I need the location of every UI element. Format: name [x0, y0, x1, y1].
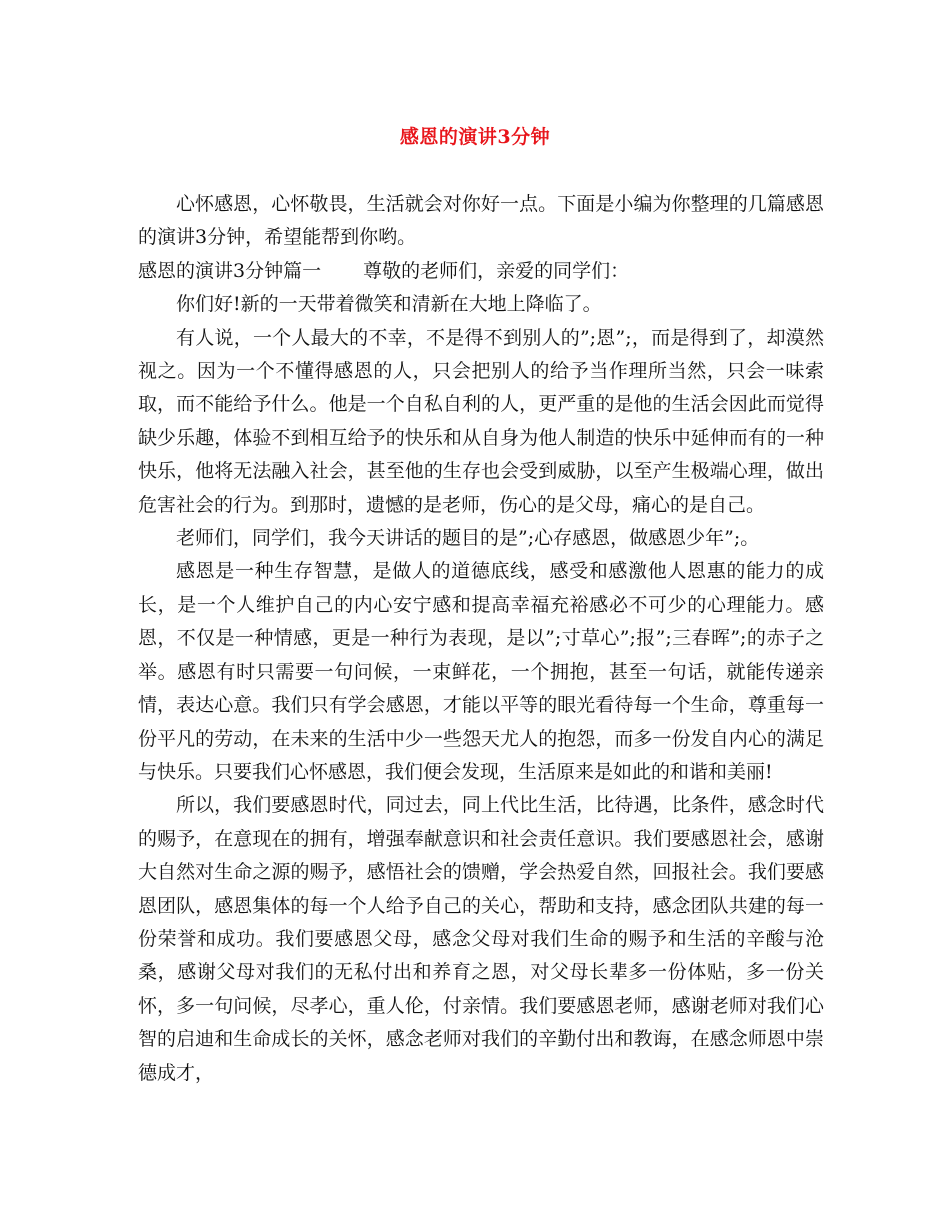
body-paragraph: 感恩是一种生存智慧，是做人的道德底线，感受和感激他人恩惠的能力的成长，是一个人维护自己的内心安宁感和提高幸福充裕感必不可少的心理能力。感恩，不仅是一种情感，更是一种行为表现，是以”;寸草心”;报”;三春晖”;的赤子之举。感恩有时只需要一句问候，一束鲜花，一个拥抱，甚至一句话，就能传递亲情，表达心意。我们只有学会感恩，才能以平等的眼光看待每一个生命，尊重每一份平凡的劳动，在未来的生活中少一些怨天尤人的抱怨，而多一份发自内心的满足与快乐。只要我们心怀感恩，我们便会发现，生活原来是如此的和谐和美丽! — [138, 560, 824, 783]
document-body — [138, 188, 824, 1090]
body-paragraph: 你们好!新的一天带着微笑和清新在大地上降临了。 — [176, 293, 602, 316]
document-title: 感恩的演讲3分钟 — [399, 126, 551, 148]
salutation: 尊敬的老师们，亲爱的同学们： — [363, 259, 630, 282]
body-paragraph: 老师们，同学们，我今天讲话的题目的是”;心存感恩，做感恩少年”;。 — [176, 527, 760, 550]
section-heading: 感恩的演讲3分钟篇一 — [138, 259, 322, 282]
section-heading-line — [138, 255, 824, 288]
body-paragraph: 所以，我们要感恩时代，同过去，同上代比生活，比待遇，比条件，感念时代的赐予，在意现在的拥有，增强奉献意识和社会责任意识。我们要感恩社会，感谢大自然对生命之源的赐予，感悟社会的馈赠，学会热爱自然，回报社会。我们要感恩团队，感恩集体的每一个人给予自己的关心，帮助和支持，感念团队共建的每一份荣誉和成功。我们要感恩父母，感念父母对我们生命的赐予和生活的辛酸与沧桑，感谢父母对我们的无私付出和养育之恩，对父母长辈多一份体贴，多一份关怀，多一句问候，尽孝心，重人伦，付亲情。我们要感恩老师，感谢老师对我们心智的启迪和生命成长的关怀，感念老师对我们的辛勤付出和教诲，在感念师恩中崇德成才， — [138, 794, 824, 1084]
intro-paragraph: 心怀感恩，心怀敬畏，生活就会对你好一点。下面是小编为你整理的几篇感恩的演讲3分钟，希望能帮到你哟。 — [138, 193, 824, 249]
body-paragraph: 有人说，一个人最大的不幸，不是得不到别人的”;恩”;，而是得到了，却漠然视之。因为一个不懂得感恩的人，只会把别人的给予当作理所当然，只会一味索取，而不能给予什么。他是一个自私自利的人，更严重的是他的生活会因此而觉得缺少乐趣，体验不到相互给予的快乐和从自身为他人制造的快乐中延伸而有的一种快乐，他将无法融入社会，甚至他的生存也会受到威胁，以至产生极端心理，做出危害社会的行为。到那时，遗憾的是老师，伤心的是父母，痛心的是自己。 — [138, 326, 824, 516]
